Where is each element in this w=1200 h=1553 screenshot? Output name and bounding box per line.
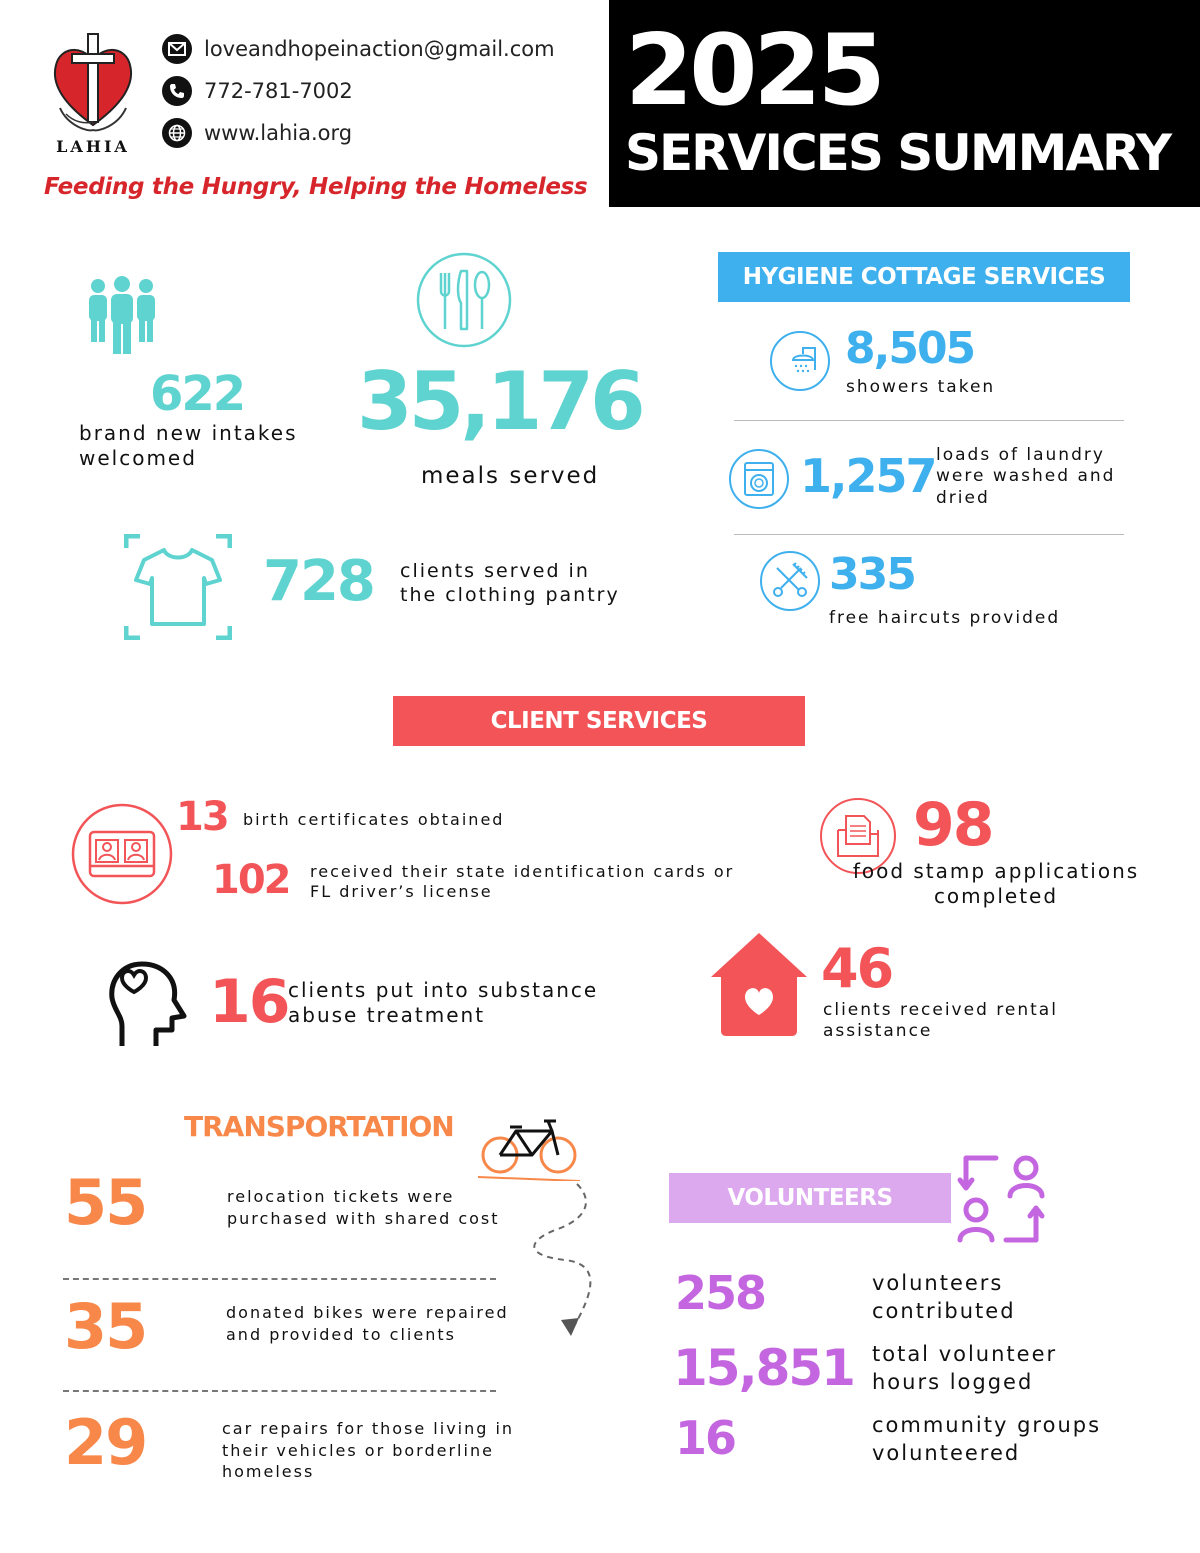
volunteers-banner: VOLUNTEERS: [669, 1173, 951, 1223]
community-groups-value: 16: [675, 1411, 736, 1465]
laundry-label: loads of laundry were washed and dried: [936, 445, 1116, 508]
tickets-label: relocation tickets were purchased with shared cost: [227, 1187, 500, 1228]
clothing-label: clients served in the clothing pantry: [400, 560, 620, 606]
volunteer-swap-icon: [956, 1152, 1048, 1246]
foodstamp-value: 98: [913, 790, 993, 860]
cars-label: car repairs for those living in their vehicles or borderline homeless: [222, 1419, 515, 1482]
bikes-label: donated bikes were repaired and provided to clients: [226, 1303, 509, 1344]
rental-value: 46: [821, 937, 893, 1000]
foodstamp-label: food stamp applications completed: [852, 859, 1140, 908]
shirt-icon: [124, 534, 232, 640]
logo-text: LAHIA: [56, 137, 130, 156]
cars-value: 29: [64, 1406, 147, 1479]
dotted-path-arrow: [515, 1180, 605, 1340]
website-row[interactable]: [162, 118, 352, 148]
shower-icon: [769, 330, 831, 392]
bicycle-icon: [476, 1115, 582, 1181]
page-title: SERVICES SUMMARY: [625, 124, 1171, 182]
hygiene-divider-1: [734, 420, 1124, 421]
meals-label: meals served: [421, 463, 600, 489]
id-card-icon: [70, 802, 174, 906]
clothing-value: 728: [263, 549, 374, 614]
utensils-icon: [415, 251, 513, 349]
washing-machine-icon: [728, 448, 790, 510]
logo: [48, 30, 138, 155]
showers-value: 8,505: [845, 323, 975, 374]
substance-value: 16: [209, 967, 289, 1037]
intakes-label: brand new intakes welcomed: [79, 421, 298, 470]
transportation-heading: TRANSPORTATION: [184, 1110, 454, 1143]
year-title: 2025: [625, 14, 882, 128]
house-heart-icon: [709, 931, 809, 1037]
id-value: 102: [212, 857, 290, 903]
head-heart-icon: [106, 960, 192, 1050]
hygiene-banner: HYGIENE COTTAGE SERVICES: [718, 252, 1130, 302]
scissors-comb-icon: [759, 550, 821, 612]
website-text[interactable]: www.lahia.org: [204, 121, 353, 145]
transport-divider-2: [63, 1390, 496, 1392]
title-block: [609, 0, 1200, 207]
haircuts-label: free haircuts provided: [829, 608, 1061, 628]
client-services-banner: CLIENT SERVICES: [393, 696, 805, 746]
email-icon: [162, 34, 192, 64]
phone-icon: [162, 76, 192, 106]
globe-icon: [162, 118, 192, 148]
people-icon: [84, 276, 160, 356]
meals-value: 35,176: [357, 355, 642, 448]
showers-label: showers taken: [846, 377, 996, 397]
intakes-value: 622: [150, 366, 245, 422]
id-label: received their state identification cards or FL driver’s license: [310, 862, 735, 901]
hygiene-divider-2: [734, 534, 1124, 535]
community-groups-label: community groups volunteered: [872, 1413, 1102, 1465]
haircuts-value: 335: [829, 549, 915, 600]
rental-label: clients received rental assistance: [823, 1000, 1058, 1042]
phone-text[interactable]: 772-781-7002: [204, 79, 353, 103]
email-row[interactable]: [162, 34, 555, 64]
substance-label: clients put into substance abuse treatment: [288, 978, 599, 1027]
volunteer-count-label: volunteers contributed: [872, 1271, 1016, 1323]
email-text[interactable]: loveandhopeinaction@gmail.com: [204, 37, 555, 61]
bikes-value: 35: [64, 1290, 147, 1363]
birth-label: birth certificates obtained: [243, 810, 505, 829]
volunteer-hours-value: 15,851: [673, 1339, 854, 1397]
volunteer-hours-label: total volunteer hours logged: [872, 1342, 1058, 1394]
transport-divider-1: [63, 1278, 496, 1280]
laundry-value: 1,257: [800, 449, 936, 503]
volunteer-count-value: 258: [675, 1266, 766, 1320]
heart-cross-logo: [48, 30, 138, 135]
tagline: Feeding the Hungry, Helping the Homeless: [44, 174, 588, 200]
phone-row[interactable]: [162, 76, 353, 106]
tickets-value: 55: [64, 1166, 147, 1239]
birth-value: 13: [176, 794, 228, 840]
